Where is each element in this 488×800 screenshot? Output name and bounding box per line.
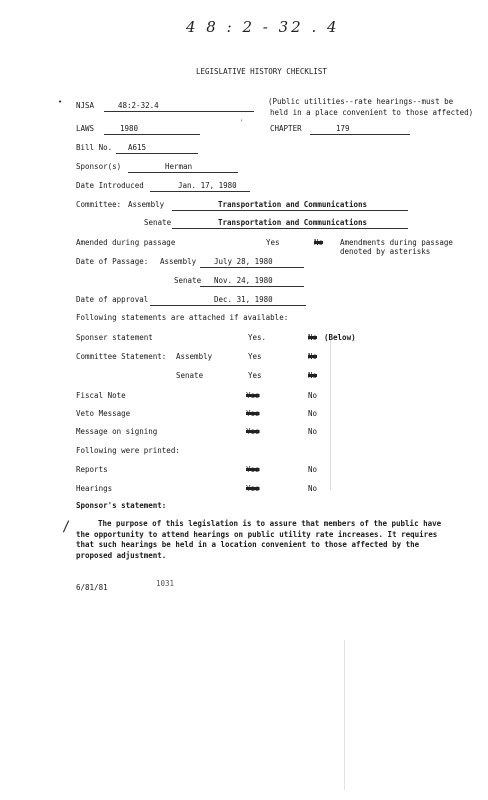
laws-underline: [104, 134, 200, 135]
sponsor-label: Sponsor(s): [76, 162, 122, 171]
passage-assembly-value: July 28, 1980: [214, 257, 273, 266]
sponsor-statement-heading: Sponsor's statement:: [76, 501, 167, 510]
margin-mark: /: [62, 519, 71, 535]
sponsor-underline: [128, 172, 238, 173]
veto-message-no: No: [308, 409, 318, 418]
sponsor-statement-below: (Below): [324, 333, 356, 342]
committee-senate-yes: Yes: [248, 371, 262, 380]
subject-note-line2: held in a place convenient to those affected): [270, 108, 474, 117]
committee-assembly-yes: Yes: [248, 352, 262, 361]
bill-label: Bill No.: [76, 143, 113, 152]
signing-message-label: Message on signing: [76, 427, 158, 436]
committee-statement-senate-label: Senate: [176, 371, 204, 380]
assembly-committee-value: Transportation and Communications: [218, 200, 368, 209]
passage-label: Date of Passage:: [76, 257, 149, 266]
date-introduced-underline: [150, 191, 250, 192]
signing-message-no: No: [308, 427, 318, 436]
committee-senate-no-struck: No: [308, 371, 318, 380]
committee-statement-label: Committee Statement:: [76, 352, 167, 361]
passage-assembly-label: Assembly: [160, 257, 197, 266]
reports-no: No: [308, 465, 318, 474]
committee-assembly-no-struck: No: [308, 352, 318, 361]
laws-value: 1980: [120, 124, 139, 133]
committee-label: Committee:: [76, 200, 122, 209]
fiscal-note-no: No: [308, 391, 318, 400]
sponsor-statement-label: Sponser statement: [76, 333, 153, 342]
hearings-label: Hearings: [76, 484, 113, 493]
page-title: LEGISLATIVE HISTORY CHECKLIST: [196, 67, 327, 76]
reports-yes-struck: Yes: [246, 465, 260, 474]
printed-intro: Following were printed:: [76, 446, 180, 455]
signing-message-yes-struck: Yes: [246, 427, 260, 436]
date-introduced-label: Date Introduced: [76, 181, 144, 190]
scan-speck: [344, 640, 345, 790]
statements-intro: Following statements are attached if available:: [76, 313, 289, 322]
senate-committee-value: Transportation and Communications: [218, 218, 368, 227]
approval-underline: [150, 305, 306, 306]
amendments-note-line2: denoted by asterisks: [340, 247, 431, 256]
veto-message-label: Veto Message: [76, 409, 131, 418]
sponsor-statement-no-struck: No: [308, 333, 318, 342]
amended-no-struck: No: [314, 238, 324, 247]
reports-label: Reports: [76, 465, 108, 474]
sponsor-value: Herman: [165, 162, 193, 171]
passage-assembly-underline: [200, 267, 304, 268]
tick-mark: ': [240, 119, 244, 126]
fiscal-note-label: Fiscal Note: [76, 391, 126, 400]
footer-page-mark: 1031: [156, 579, 175, 588]
chapter-label: CHAPTER: [270, 124, 302, 133]
fiscal-note-yes-struck: Yes: [246, 391, 260, 400]
amended-label: Amended during passage: [76, 238, 176, 247]
handwritten-statute-code: 4 8 : 2 - 32 . 4: [186, 18, 340, 36]
committee-senate-label: Senate: [144, 218, 172, 227]
committee-assembly-label: Assembly: [128, 200, 165, 209]
footer-date-code: 6/81/81: [76, 583, 108, 592]
bill-underline: [116, 153, 198, 154]
date-introduced-value: Jan. 17, 1980: [178, 181, 237, 190]
hearings-yes-struck: Yes: [246, 484, 260, 493]
approval-value: Dec. 31, 1980: [214, 295, 273, 304]
bill-value: A615: [128, 143, 147, 152]
amended-yes: Yes: [266, 238, 280, 247]
sponsor-statement-yes: Yes.: [248, 333, 267, 342]
veto-message-yes-struck: Yes: [246, 409, 260, 418]
laws-label: LAWS: [76, 124, 95, 133]
passage-senate-label: Senate: [174, 276, 202, 285]
approval-label: Date of approval: [76, 295, 149, 304]
njsa-underline: [104, 111, 254, 112]
subject-note-line1: (Public utilities--rate hearings--must be: [268, 97, 454, 106]
amendments-note-line1: Amendments during passage: [340, 238, 453, 247]
bullet-mark: •: [58, 98, 63, 106]
sponsor-statement-body: The purpose of this legislation is to assure that members of the public have the opportunity to attend hearings on public utility rate increases. It requires that such hearings be held in a location convenient to those affected by the proposed adjustment.: [76, 519, 442, 560]
njsa-label: NJSA: [76, 101, 95, 110]
chapter-underline: [310, 134, 410, 135]
chapter-value: 179: [336, 124, 350, 133]
njsa-value: 48:2-32.4: [118, 101, 159, 110]
committee-statement-assembly-label: Assembly: [176, 352, 213, 361]
scan-speck: [330, 340, 331, 490]
assembly-committee-underline: [172, 210, 408, 211]
senate-committee-underline: [172, 228, 408, 229]
passage-senate-value: Nov. 24, 1980: [214, 276, 273, 285]
passage-senate-underline: [200, 286, 304, 287]
hearings-no: No: [308, 484, 318, 493]
